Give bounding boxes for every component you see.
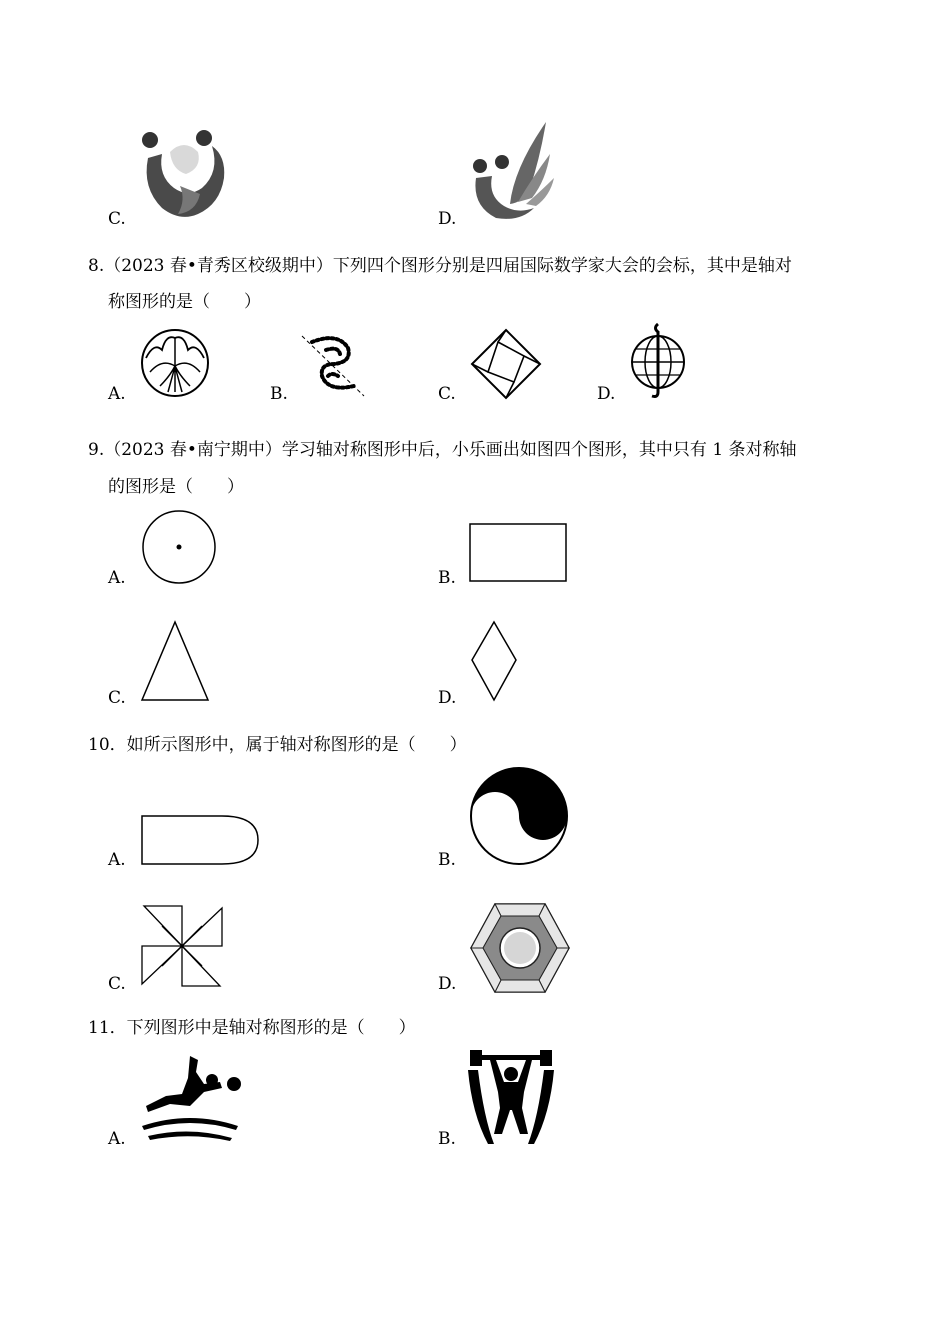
panda-logo-figure [140,128,230,220]
weightlifter-figure [466,1048,556,1146]
q9-stem-line1: 9.（2023 春•南宁期中）学习轴对称图形中后，小乐画出如图四个图形，其中只有 1 条对称轴 [88,440,797,460]
globe-emblem-figure [628,322,690,400]
volleyball-player-figure [140,1050,244,1146]
q9-option-c-label: C. [108,688,126,708]
q8-option-b-label: B. [270,384,288,404]
q10-option-a-label: A. [108,850,126,870]
q9-stem-line2: 的图形是（ ） [108,477,244,497]
circle-with-center-figure [140,508,218,586]
q8-stem-line2: 称图形的是（ ） [108,292,261,312]
q9-option-d-label: D. [438,688,457,708]
q10-option-c-label: C. [108,974,126,994]
q10-stem: 10．如所示图形中，属于轴对称图形的是（ ） [88,735,467,755]
q8-stem-line1: 8.（2023 春•青秀区校级期中）下列四个图形分别是四届国际数学家大会的会标，其中是轴对 [88,256,792,276]
pinwheel-figure [140,904,230,994]
dotted-spiral-emblem-figure [298,332,368,400]
rhombus-figure [469,620,519,704]
q8-option-a-label: A. [108,384,126,404]
q10-option-b-label: B. [438,850,456,870]
q8-option-c-label: C. [438,384,456,404]
rounded-rectangle-figure [140,814,264,868]
hexagon-aperture-figure [469,902,571,994]
q7-option-d-label: D. [438,209,457,229]
isosceles-triangle-figure [140,620,212,704]
rectangle-figure [469,522,569,584]
q11-option-b-label: B. [438,1129,456,1149]
phoenix-panda-logo-figure [470,118,560,222]
yin-yang-figure [469,766,569,866]
square-pinwheel-emblem-figure [470,328,542,400]
circle-leaf-emblem-figure [140,328,210,398]
q11-option-a-label: A. [108,1129,126,1149]
q9-option-b-label: B. [438,568,456,588]
q8-option-d-label: D. [597,384,616,404]
q9-option-a-label: A. [108,568,126,588]
q10-option-d-label: D. [438,974,457,994]
q11-stem: 11．下列图形中是轴对称图形的是（ ） [88,1018,416,1038]
q7-option-c-label: C. [108,209,126,229]
